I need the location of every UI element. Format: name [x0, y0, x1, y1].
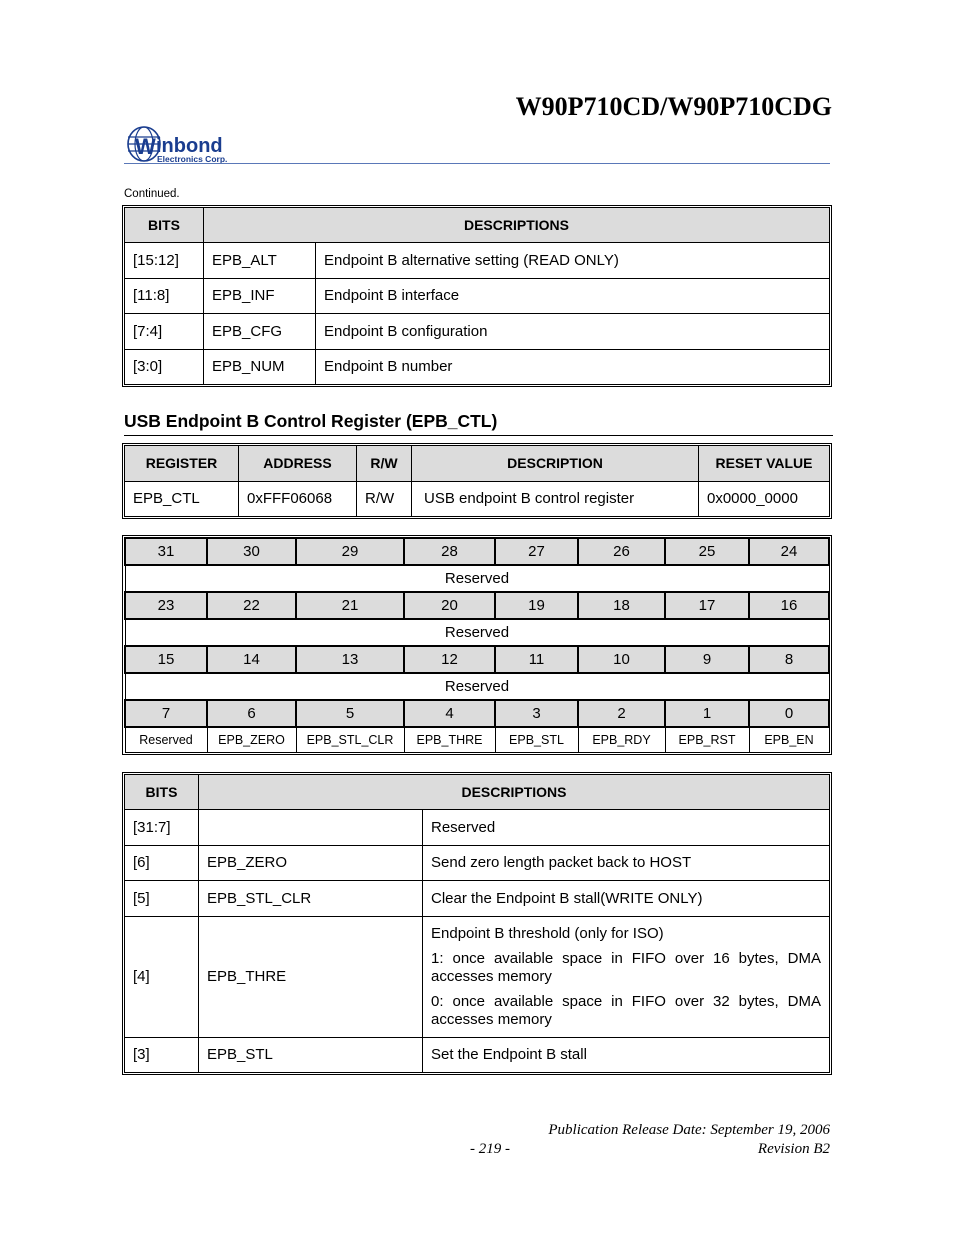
bits-cell: [4]: [125, 916, 199, 1037]
header-bits: BITS: [125, 775, 199, 810]
publication-date: Publication Release Date: September 19, 2006: [548, 1122, 830, 1138]
description-cell: [423, 916, 830, 1037]
header-descriptions: DESCRIPTIONS: [204, 208, 830, 243]
bit-number: 15: [125, 646, 207, 673]
reserved-field: Reserved: [125, 565, 829, 592]
table-row: [125, 349, 830, 384]
description-line: 0: once available space in FIFO over 32 bytes, DMA accesses memory: [431, 993, 821, 1028]
bit-number: 27: [495, 538, 578, 565]
bits-cell: [15:12]: [125, 243, 204, 278]
reset-value-cell: 0x0000_0000: [699, 481, 830, 517]
bits-cell: [11:8]: [125, 278, 204, 313]
table-row: [125, 810, 830, 845]
bit-number: 0: [749, 700, 829, 727]
bit-number: 23: [125, 592, 207, 619]
bit-number: 17: [665, 592, 749, 619]
bit-number: 12: [404, 646, 495, 673]
header-address: ADDRESS: [239, 446, 357, 482]
field-name-cell: EPB_CFG: [204, 314, 316, 349]
winbond-logo: [126, 125, 251, 167]
bit-number: 3: [495, 700, 578, 727]
bit-number-row: [125, 538, 829, 565]
bit-number-row: [125, 592, 829, 619]
description-cell: Set the Endpoint B stall: [423, 1037, 830, 1072]
bit-number: 31: [125, 538, 207, 565]
bit-number: 25: [665, 538, 749, 565]
bit-number: 21: [296, 592, 404, 619]
field-name-cell: EPB_INF: [204, 278, 316, 313]
bit-field-row: [125, 673, 829, 700]
bits-cell: [3:0]: [125, 349, 204, 384]
header-rw: R/W: [357, 446, 412, 482]
bit-number: 30: [207, 538, 296, 565]
page-number: - 219 -: [470, 1141, 510, 1157]
bit-number: 11: [495, 646, 578, 673]
table-row: [125, 881, 830, 916]
description-cell: Endpoint B alternative setting (READ ONLY): [316, 243, 830, 278]
bit-number: 18: [578, 592, 665, 619]
header-register: REGISTER: [125, 446, 239, 482]
bits-descriptions-table: [124, 774, 830, 1073]
rw-cell: R/W: [357, 481, 412, 517]
bit-number: 5: [296, 700, 404, 727]
bit-number: 22: [207, 592, 296, 619]
bit-number: 19: [495, 592, 578, 619]
bit-field-row: [125, 727, 829, 753]
svg-text:inbond: inbond: [156, 135, 223, 157]
bit-number: 14: [207, 646, 296, 673]
svg-text:Electronics Corp.: Electronics Corp.: [157, 154, 228, 164]
bits-table-continued: [124, 207, 830, 385]
description-cell: Reserved: [423, 810, 830, 845]
field-name-cell: EPB_STL_CLR: [199, 881, 423, 916]
field-name-cell: EPB_STL: [199, 1037, 423, 1072]
bits-cell: [31:7]: [125, 810, 199, 845]
bit-number: 26: [578, 538, 665, 565]
bits-cell: [3]: [125, 1037, 199, 1072]
reserved-field: Reserved: [125, 619, 829, 646]
bits-cell: [7:4]: [125, 314, 204, 349]
bit-number: 1: [665, 700, 749, 727]
field-name-cell: EPB_ALT: [204, 243, 316, 278]
bit-field-row: [125, 565, 829, 592]
bit-field: EPB_THRE: [404, 727, 495, 753]
bit-number: 16: [749, 592, 829, 619]
document-title: W90P710CD/W90P710CDG: [515, 92, 832, 121]
svg-text:W: W: [135, 134, 156, 159]
bit-number-row: [125, 646, 829, 673]
bit-number: 6: [207, 700, 296, 727]
field-name-cell: EPB_NUM: [204, 349, 316, 384]
table-row: [125, 481, 830, 517]
table-row: [125, 278, 830, 313]
table-row: [125, 916, 830, 1037]
register-name-cell: EPB_CTL: [125, 481, 239, 517]
bit-field: EPB_STL: [495, 727, 578, 753]
description-cell: Endpoint B interface: [316, 278, 830, 313]
description-line: Endpoint B threshold (only for ISO): [431, 924, 664, 942]
header-description: DESCRIPTION: [412, 446, 699, 482]
table-row: [125, 845, 830, 880]
header-bits: BITS: [125, 208, 204, 243]
table-row: [125, 243, 830, 278]
description-cell: Send zero length packet back to HOST: [423, 845, 830, 880]
bit-number: 24: [749, 538, 829, 565]
bit-number-row: [125, 700, 829, 727]
bit-number: 29: [296, 538, 404, 565]
bit-field: EPB_ZERO: [207, 727, 296, 753]
table-row: [125, 314, 830, 349]
table-row: [125, 1037, 830, 1072]
register-table: [124, 445, 830, 517]
header-reset-value: RESET VALUE: [699, 446, 830, 482]
bits-cell: [6]: [125, 845, 199, 880]
bit-number: 7: [125, 700, 207, 727]
field-name-cell: EPB_THRE: [199, 916, 423, 1037]
field-name-cell: [199, 810, 423, 845]
bit-number: 10: [578, 646, 665, 673]
bit-number: 8: [749, 646, 829, 673]
bit-number: 28: [404, 538, 495, 565]
field-name-cell: EPB_ZERO: [199, 845, 423, 880]
bits-cell: [5]: [125, 881, 199, 916]
bit-number: 20: [404, 592, 495, 619]
bit-field-row: [125, 619, 829, 646]
address-cell: 0xFFF06068: [239, 481, 357, 517]
bit-field: Reserved: [125, 727, 207, 753]
bit-number: 13: [296, 646, 404, 673]
bit-number: 2: [578, 700, 665, 727]
bit-field: EPB_RST: [665, 727, 749, 753]
bit-field: EPB_STL_CLR: [296, 727, 404, 753]
description-line: 1: once available space in FIFO over 16 bytes, DMA accesses memory: [431, 950, 821, 985]
section-title: USB Endpoint B Control Register (EPB_CTL): [124, 411, 498, 431]
header-descriptions: DESCRIPTIONS: [199, 775, 830, 810]
revision: Revision B2: [757, 1141, 830, 1157]
bit-number: 4: [404, 700, 495, 727]
bit-number: 9: [665, 646, 749, 673]
description-cell: Endpoint B number: [316, 349, 830, 384]
section-rule: [124, 435, 833, 436]
bit-field: EPB_EN: [749, 727, 829, 753]
description-cell: Endpoint B configuration: [316, 314, 830, 349]
register-bitmap: [124, 537, 830, 753]
reserved-field: Reserved: [125, 673, 829, 700]
description-cell: USB endpoint B control register: [412, 481, 699, 517]
bit-field: EPB_RDY: [578, 727, 665, 753]
header-rule: [124, 163, 830, 164]
description-cell: Clear the Endpoint B stall(WRITE ONLY): [423, 881, 830, 916]
continued-note: Continued.: [124, 188, 180, 200]
